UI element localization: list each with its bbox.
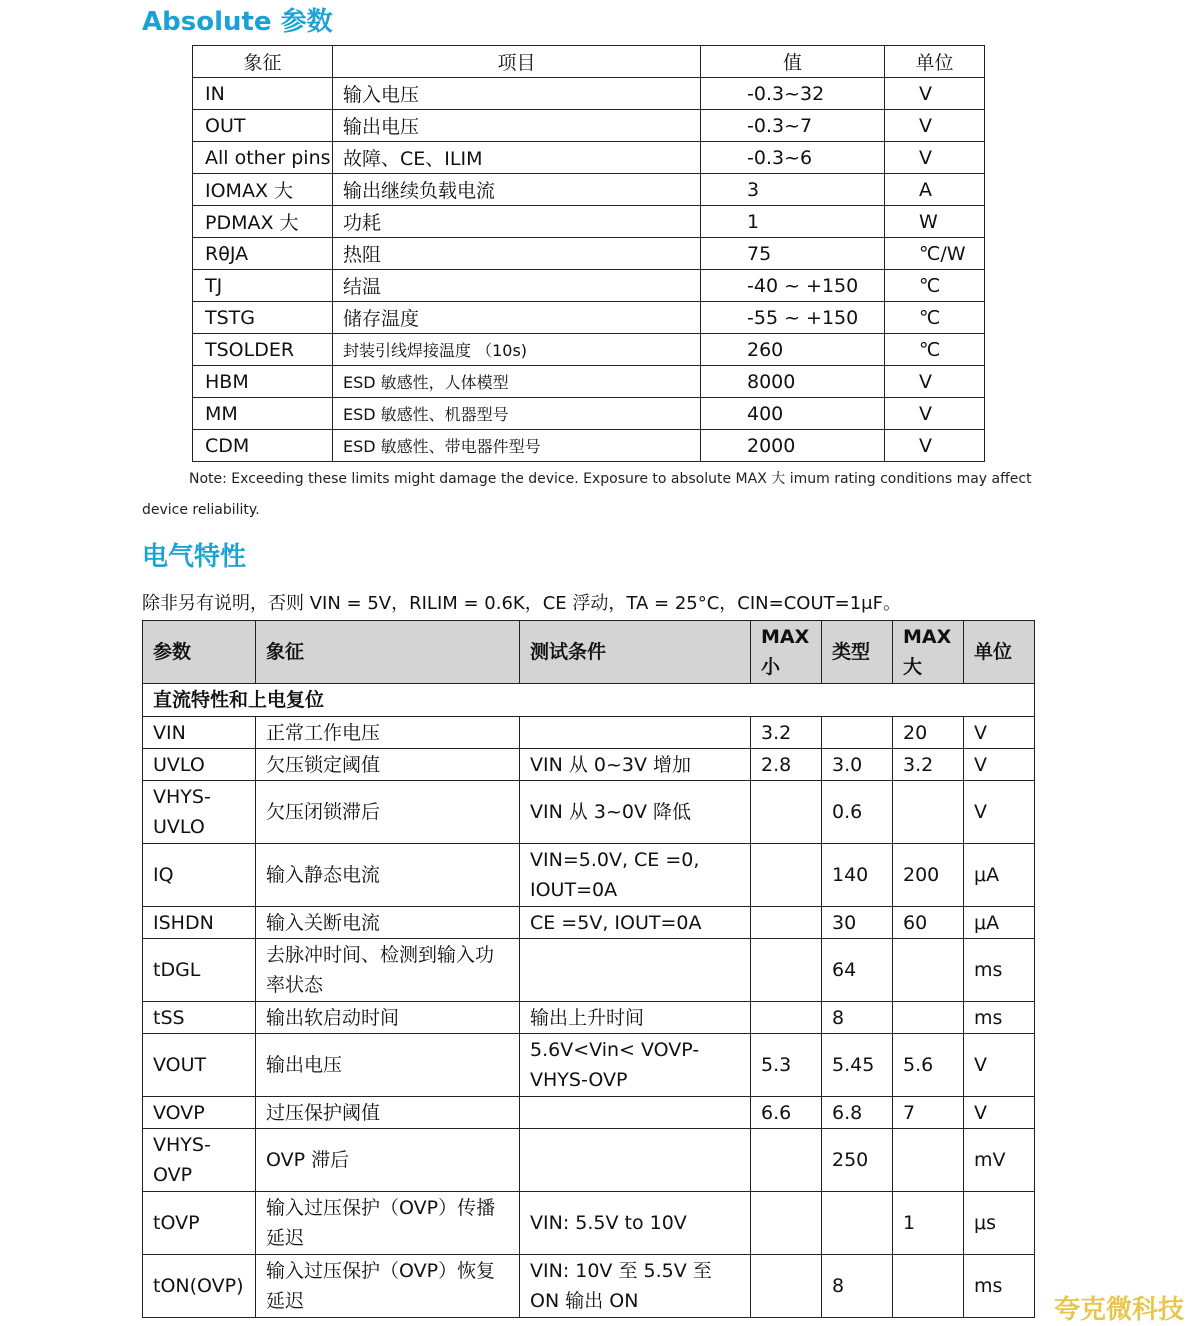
table-cell: 8 <box>822 1002 893 1034</box>
table-cell: 30 <box>822 907 893 939</box>
table-cell: VIN 从 3~0V 降低 <box>520 781 751 844</box>
table-cell: ℃ <box>885 302 985 334</box>
table-cell: -0.3~6 <box>701 142 885 174</box>
column-header: 单位 <box>964 621 1035 684</box>
table-row <box>193 206 985 238</box>
table-row <box>193 142 985 174</box>
table-cell: tDGL <box>143 939 256 1002</box>
table-row <box>193 78 985 110</box>
table-cell: ESD 敏感性、机器型号 <box>333 398 701 430</box>
table-cell: 64 <box>822 939 893 1002</box>
column-header: 项目 <box>333 46 701 78</box>
table-cell: 故障、CE、ILIM <box>333 142 701 174</box>
electrical-characteristics-title: 电气特性 <box>142 542 247 572</box>
table-cell: 输入静态电流 <box>256 844 520 907</box>
electrical-characteristics-table <box>142 620 1035 1318</box>
table-cell <box>893 781 964 844</box>
table-row <box>143 844 1035 907</box>
table-cell <box>751 1255 822 1318</box>
table-row <box>193 270 985 302</box>
table-cell <box>520 939 751 1002</box>
table-header-row <box>193 46 985 78</box>
watermark: 夸克微科技 <box>1053 1295 1184 1325</box>
table-cell: OUT <box>193 110 333 142</box>
table-cell: 输入过压保护（OVP）恢复延迟 <box>256 1255 520 1318</box>
table-cell: ms <box>964 939 1035 1002</box>
table-row <box>143 717 1035 749</box>
abs-note-line-2: device reliability. <box>142 502 260 518</box>
table-cell: V <box>885 398 985 430</box>
table-cell: tON(OVP) <box>143 1255 256 1318</box>
table-cell: VIN=5.0V, CE =0, IOUT=0A <box>520 844 751 907</box>
table-cell <box>822 1192 893 1255</box>
table-cell: PDMAX 大 <box>193 206 333 238</box>
table-cell: tOVP <box>143 1192 256 1255</box>
table-cell: VIN 从 0~3V 增加 <box>520 749 751 781</box>
table-cell: tSS <box>143 1002 256 1034</box>
table-cell: 5.6V<Vin< VOVP-VHYS-OVP <box>520 1034 751 1097</box>
table-cell: 输出继续负载电流 <box>333 174 701 206</box>
column-header: 单位 <box>885 46 985 78</box>
table-cell: -40 ~ +150 <box>701 270 885 302</box>
table-cell: ISHDN <box>143 907 256 939</box>
table-cell: 1 <box>701 206 885 238</box>
table-cell <box>520 1129 751 1192</box>
table-row <box>193 366 985 398</box>
table-cell: V <box>964 749 1035 781</box>
table-cell: All other pins <box>193 142 333 174</box>
table-cell: IN <box>193 78 333 110</box>
table-cell: 3.2 <box>751 717 822 749</box>
table-row <box>193 302 985 334</box>
table-row <box>193 430 985 462</box>
table-row <box>143 781 1035 844</box>
table-row <box>193 238 985 270</box>
table-cell: VHYS-OVP <box>143 1129 256 1192</box>
table-cell: 5.45 <box>822 1034 893 1097</box>
table-cell: 6.8 <box>822 1097 893 1129</box>
table-cell: μs <box>964 1192 1035 1255</box>
table-cell: mV <box>964 1129 1035 1192</box>
table-cell <box>751 781 822 844</box>
table-cell: V <box>964 1034 1035 1097</box>
table-cell <box>893 1129 964 1192</box>
table-cell: 8 <box>822 1255 893 1318</box>
table-cell: ℃/W <box>885 238 985 270</box>
abs-note-line-1: Note: Exceeding these limits might damage the device. Exposure to absolute MAX 大 imum rating conditions may affect <box>189 471 1032 487</box>
table-cell: 75 <box>701 238 885 270</box>
table-cell: 3.0 <box>822 749 893 781</box>
table-cell: VIN: 5.5V to 10V <box>520 1192 751 1255</box>
table-cell: V <box>885 78 985 110</box>
table-cell: RθJA <box>193 238 333 270</box>
table-cell: 去脉冲时间、检测到输入功率状态 <box>256 939 520 1002</box>
table-cell: UVLO <box>143 749 256 781</box>
table-cell <box>520 717 751 749</box>
table-cell: 输出上升时间 <box>520 1002 751 1034</box>
table-cell: 热阻 <box>333 238 701 270</box>
table-cell: 欠压闭锁滞后 <box>256 781 520 844</box>
table-cell: ms <box>964 1255 1035 1318</box>
table-cell: V <box>885 430 985 462</box>
table-cell: 5.3 <box>751 1034 822 1097</box>
table-cell: μA <box>964 844 1035 907</box>
table-cell: 200 <box>893 844 964 907</box>
table-row <box>143 1002 1035 1034</box>
table-row <box>143 1097 1035 1129</box>
table-cell: CDM <box>193 430 333 462</box>
test-conditions-text: 除非另有说明，否则 VIN = 5V，RILIM = 0.6K，CE 浮动，TA = 25°C，CIN=COUT=1μF。 <box>142 593 901 614</box>
table-cell <box>751 1192 822 1255</box>
table-cell: 3 <box>701 174 885 206</box>
table-cell: 储存温度 <box>333 302 701 334</box>
table-cell: ℃ <box>885 270 985 302</box>
table-cell: ℃ <box>885 334 985 366</box>
table-cell: 输出软启动时间 <box>256 1002 520 1034</box>
table-cell: 结温 <box>333 270 701 302</box>
table-cell <box>751 939 822 1002</box>
table-cell: 过压保护阈值 <box>256 1097 520 1129</box>
table-cell <box>751 907 822 939</box>
table-cell: 1 <box>893 1192 964 1255</box>
table-cell: IOMAX 大 <box>193 174 333 206</box>
table-row <box>143 1034 1035 1097</box>
table-cell <box>751 844 822 907</box>
table-row <box>143 1192 1035 1255</box>
table-cell: V <box>964 717 1035 749</box>
table-cell: 8000 <box>701 366 885 398</box>
table-cell: VIN <box>143 717 256 749</box>
table-cell: ESD 敏感性，人体模型 <box>333 366 701 398</box>
table-cell: A <box>885 174 985 206</box>
table-header-row <box>143 621 1035 684</box>
table-cell: -0.3~7 <box>701 110 885 142</box>
column-header: 值 <box>701 46 885 78</box>
table-cell: 输入关断电流 <box>256 907 520 939</box>
column-header: MAX 大 <box>893 621 964 684</box>
table-cell: 0.6 <box>822 781 893 844</box>
table-cell: V <box>885 110 985 142</box>
table-cell: W <box>885 206 985 238</box>
table-cell: 输出电压 <box>333 110 701 142</box>
table-cell: HBM <box>193 366 333 398</box>
group-row <box>143 684 1035 717</box>
table-cell: -55 ~ +150 <box>701 302 885 334</box>
table-cell <box>520 1097 751 1129</box>
table-cell: 260 <box>701 334 885 366</box>
table-cell: TSTG <box>193 302 333 334</box>
table-row <box>193 398 985 430</box>
table-cell: 2.8 <box>751 749 822 781</box>
table-cell: VIN: 10V 至 5.5V 至 ON 输出 ON <box>520 1255 751 1318</box>
table-cell <box>751 1002 822 1034</box>
table-row <box>193 110 985 142</box>
table-cell: 6.6 <box>751 1097 822 1129</box>
table-cell: ESD 敏感性、带电器件型号 <box>333 430 701 462</box>
table-cell: 输入电压 <box>333 78 701 110</box>
table-cell: 140 <box>822 844 893 907</box>
column-header: 测试条件 <box>520 621 751 684</box>
table-cell: 20 <box>893 717 964 749</box>
table-cell: VOVP <box>143 1097 256 1129</box>
table-cell: MM <box>193 398 333 430</box>
table-cell: 3.2 <box>893 749 964 781</box>
column-header: 参数 <box>143 621 256 684</box>
table-cell: V <box>964 781 1035 844</box>
table-cell: 2000 <box>701 430 885 462</box>
table-cell: OVP 滞后 <box>256 1129 520 1192</box>
table-row <box>193 334 985 366</box>
table-row <box>143 939 1035 1002</box>
table-cell: 7 <box>893 1097 964 1129</box>
table-row <box>143 1255 1035 1318</box>
table-cell: VHYS-UVLO <box>143 781 256 844</box>
column-header: 类型 <box>822 621 893 684</box>
table-cell: 欠压锁定阈值 <box>256 749 520 781</box>
column-header: 象征 <box>193 46 333 78</box>
table-cell: VOUT <box>143 1034 256 1097</box>
table-cell: 输入过压保护（OVP）传播延迟 <box>256 1192 520 1255</box>
table-cell: 400 <box>701 398 885 430</box>
table-cell: 250 <box>822 1129 893 1192</box>
table-cell: V <box>885 366 985 398</box>
table-row <box>143 749 1035 781</box>
table-row <box>143 907 1035 939</box>
table-cell <box>893 1255 964 1318</box>
table-row <box>193 174 985 206</box>
table-cell: 输出电压 <box>256 1034 520 1097</box>
table-cell <box>893 939 964 1002</box>
column-header: MAX 小 <box>751 621 822 684</box>
table-cell: 封装引线焊接温度 （10s) <box>333 334 701 366</box>
table-cell: 正常工作电压 <box>256 717 520 749</box>
table-cell <box>822 717 893 749</box>
absolute-parameters-table <box>192 45 985 462</box>
table-cell: TSOLDER <box>193 334 333 366</box>
table-cell: IQ <box>143 844 256 907</box>
table-cell: V <box>885 142 985 174</box>
table-cell: 5.6 <box>893 1034 964 1097</box>
table-cell <box>893 1002 964 1034</box>
table-row <box>143 1129 1035 1192</box>
table-cell: TJ <box>193 270 333 302</box>
table-cell: CE =5V, IOUT=0A <box>520 907 751 939</box>
table-cell: ms <box>964 1002 1035 1034</box>
table-cell: 60 <box>893 907 964 939</box>
table-cell: μA <box>964 907 1035 939</box>
table-cell: 功耗 <box>333 206 701 238</box>
table-cell: V <box>964 1097 1035 1129</box>
table-cell <box>751 1129 822 1192</box>
absolute-parameters-title: Absolute 参数 <box>142 7 333 37</box>
group-label: 直流特性和上电复位 <box>143 684 1035 717</box>
column-header: 象征 <box>256 621 520 684</box>
table-cell: -0.3~32 <box>701 78 885 110</box>
